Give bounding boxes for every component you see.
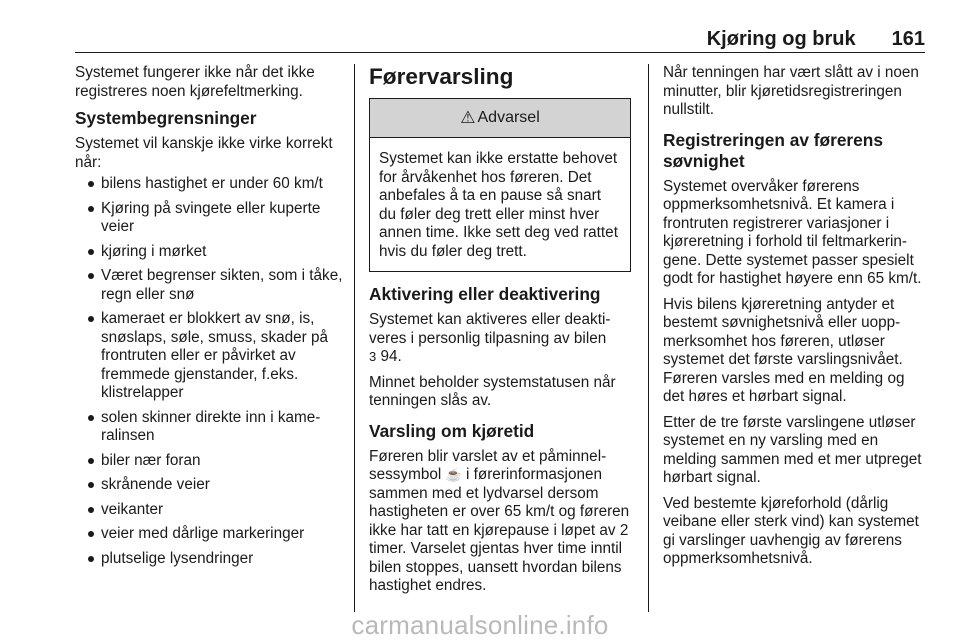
driving-time-text-end: i førerinformasjonen sammen med et lydvarsel dersom hastigheten er over 65 km/t og føreren ikke har tatt en kjørepause i løpet av 2 timer. Varselet gjentas hver time inntil bilen stoppes, uansett hvordan bilens hastighet endres.	[369, 466, 630, 594]
page-reference-arrow-icon: 3	[369, 349, 377, 364]
list-item: kameraet er blokkert av snø, is, snøslaps, søle, smuss, skader på frontruten eller er påvirket av fremmede gjenstander, f.eks. klistrelapper	[75, 310, 343, 403]
list-item: plutselige lysendringer	[75, 550, 343, 569]
reset-paragraph: Når tenningen har vært slått av i noen minutter, blir kjøretidsregistreringen nullstilt.	[663, 64, 919, 118]
limitations-lead: Systemet vil kanskje ikke virke korrekt når:	[75, 135, 333, 171]
page-number: 161	[891, 28, 925, 50]
column-divider-right	[648, 64, 649, 612]
warning-triangle-icon: ⚠	[460, 107, 476, 127]
status-paragraph: Minnet beholder systemstatusen når tenningen slås av.	[369, 373, 616, 409]
header-rule	[75, 52, 925, 53]
list-item: Kjøring på svingete eller kuperte veier	[75, 200, 343, 237]
driving-time-paragraph	[369, 448, 633, 596]
list-item: veier med dårlige markeringer	[75, 525, 343, 544]
warning-label: Advarsel	[477, 108, 540, 126]
driving-time-heading: Varsling om kjøretid	[369, 420, 535, 441]
warning-text: Systemet kan ikke erstatte behovet for årvåkenhet hos føreren. Det anbefales å ta en pause så snart du føler deg trett eller minst hver annen time. Ikke sett deg ved rattet hvis du føler deg trett.	[379, 150, 618, 260]
column-1	[75, 64, 343, 574]
warning-header	[370, 99, 630, 138]
column-divider-left	[354, 64, 355, 612]
list-item: veikanter	[75, 501, 343, 520]
warning-box	[369, 98, 631, 272]
activation-text: Systemet kan aktiveres eller deaktiveres i personlig tilpasning av bilen	[369, 311, 611, 347]
page-reference: 94.	[380, 348, 402, 365]
activation-heading: Aktivering eller deaktivering	[369, 284, 601, 304]
column-2	[369, 64, 633, 603]
page-header	[75, 28, 925, 52]
coffee-cup-icon: ☕	[445, 467, 462, 482]
drowsiness-heading: Registreringen av førerens søvnighet	[663, 129, 883, 171]
limitations-list	[75, 175, 343, 568]
intro-paragraph: Systemet fungerer ikke når det ikke registreres noen kjørefeltmerking.	[75, 64, 315, 100]
section-heading: Førervarsling	[369, 64, 514, 89]
list-item: kjøring i mørket	[75, 243, 343, 262]
list-item: biler nær foran	[75, 452, 343, 471]
warning-body	[370, 138, 630, 271]
drowsiness-paragraph-4: Ved bestemte kjøreforhold (dårlig veibane eller sterk vind) kan systemet gi varslinger uavhengig av førerens oppmerksomhetsnivå.	[663, 494, 919, 567]
section-title: Kjøring og bruk	[706, 28, 856, 50]
list-item: Været begrenser sikten, som i tåke, regn eller snø	[75, 267, 343, 304]
driving-time-text-start: Føreren blir varslet av et påminnelsessymbol	[369, 447, 607, 483]
list-item: bilens hastighet er under 60 km/t	[75, 175, 343, 194]
column-3	[663, 64, 927, 576]
drowsiness-paragraph-1: Systemet overvåker førerens oppmerksomhetsnivå. Et kamera i frontruten registrerer variasjoner i kjøreretning i forhold til feltmarkeringene. Dette systemet passer spesielt godt for hastighet høyere enn 65 km/t.	[663, 177, 922, 287]
limitations-heading: Systembegrensninger	[75, 108, 257, 128]
list-item: solen skinner direkte inn i kameralinsen	[75, 409, 343, 446]
drowsiness-paragraph-2: Hvis bilens kjøreretning antyder et bestemt søvnighetsnivå eller uoppmerksomhet hos føreren, utløser systemet det første varslingsnivået. Føreren varsles med en melding og det høres et hørbart signal.	[663, 295, 905, 405]
list-item: skrånende veier	[75, 476, 343, 495]
activation-paragraph	[369, 311, 633, 367]
watermark: carmanualsonline.info	[351, 610, 609, 640]
drowsiness-paragraph-3: Etter de tre første varslingene utløser systemet en ny varsling med en melding sammen med et mer utpreget hørbart signal.	[663, 413, 922, 486]
